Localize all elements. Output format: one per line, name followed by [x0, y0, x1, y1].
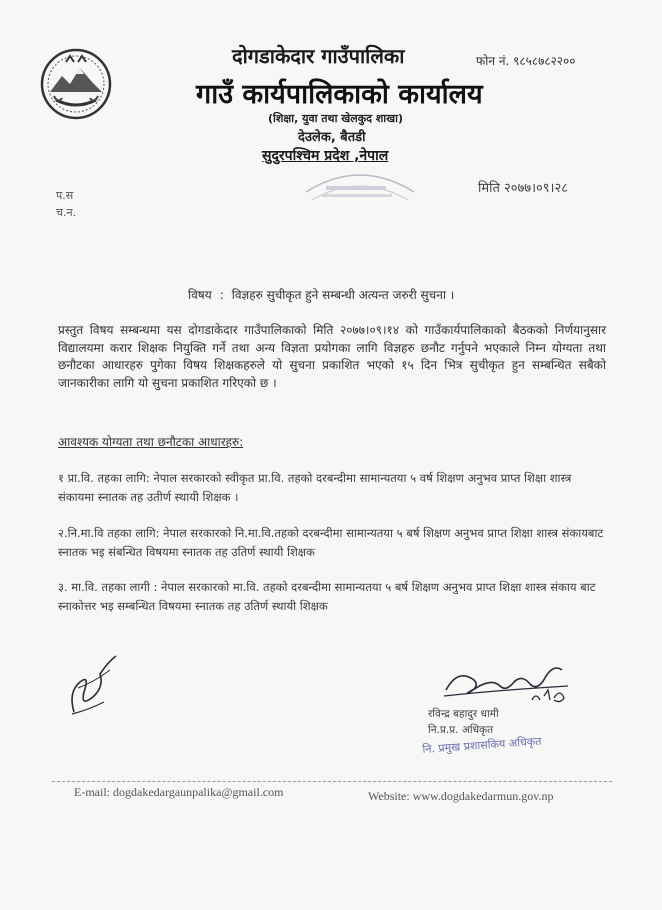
office-stamp-icon — [300, 162, 420, 212]
left-signature-icon — [64, 652, 122, 722]
reference-number: प.स — [56, 189, 74, 202]
subject-line — [188, 286, 454, 303]
footer-email: E-mail: dogdakedargaunpalika@gmail.com — [74, 785, 284, 799]
footer-divider — [52, 781, 612, 782]
dispatch-number: च.न. — [56, 206, 77, 219]
signatory-signature-icon — [440, 656, 580, 712]
office-province: सुदुरपश्चिम प्रदेश ,नेपाल — [262, 148, 389, 164]
qualification-item: १ प्रा.वि. तहका लागि: नेपाल सरकारको स्वीकृत प्रा.वि. तहको दरबन्दीमा सामान्यतया ५ वर्ष शिक्षण अनुभव प्राप्त शिक्षा शास्त्र संकायमा स्नातक तह उतीर्ण स्थायी शिक्षक । — [58, 471, 572, 504]
signatory-title: नि.प्र.प्र. अधिकृत — [428, 724, 494, 736]
nepal-emblem-icon — [36, 44, 116, 124]
phone-number: फोन नं. ९८५८७८२२०० — [476, 54, 576, 68]
qualifications-heading: आवश्यक योग्यता तथा छनौटका आधारहरु: — [58, 435, 244, 449]
subject-text: विज्ञहरु सुचीकृत हुने सम्बन्धी अत्यन्त जरुरी सुचना । — [231, 288, 455, 302]
municipality-name: दोगडाकेदार गाउँपालिका — [232, 44, 405, 68]
office-location: देउलेक, बैतडी — [298, 130, 366, 145]
footer-website: Website: www.dogdakedarmun.gov.np — [368, 789, 554, 803]
subject-separator: : — [219, 288, 224, 302]
office-title: गाउँ कार्यपालिकाको कार्यालय — [196, 79, 483, 110]
letter-date: मिति २०७७।०९।२८ — [478, 181, 568, 196]
signatory-stamp: नि. प्रमुख प्रशासकिय अधिकृत — [422, 734, 542, 756]
subject-label: विषय — [188, 288, 212, 302]
office-wing: (शिक्षा, युवा तथा खेलकुद शाखा) — [268, 112, 404, 125]
qualification-item: ३. मा.वि. तहका लागी : नेपाल सरकारको मा.वि. तहको दरबन्दीमा सामान्यतया ५ बर्ष शिक्षण अनुभव प्राप्त शिक्षा शास्त्र संकाय बाट स्नाकोत्तर भइ सम्बन्धित विषयमा स्नातक तह उतिर्ण स्थायी शिक्षक — [58, 580, 596, 613]
signatory-name: रविन्द्र बहादुर धामी — [428, 708, 499, 720]
qualification-item: २.नि.मा.वि तहका लागि: नेपाल सरकारको नि.मा.वि.तहको दरबन्दीमा सामान्यतया ५ बर्ष शिक्षण अनुभव प्राप्त शिक्षा शास्त्र संकायबाट स्नातक भइ संबन्धित विषयमा स्नातक तह उतिर्ण स्थायी शिक्षक — [58, 526, 604, 559]
body-paragraph: प्रस्तुत विषय सम्बन्धमा यस दोगडाकेदार गाउँपालिकाको मिति २०७७।०९।१४ को गाउँकार्यपालिकाको बैठकको निर्णयानुसार विद्यालयमा करार शिक्षक नियुक्ति गर्ने तथा अन्य विज्ञता प्रयोगका लागि विज्ञहरु छनौट गर्नुपने भएकाले निम्न योग्यता तथा छनौटका आधारहरु पुगेका विषय शिक्षकहरुले यो सुचना प्रकाशित भएको १५ दिन भित्र सुचीकृत हुन सम्बन्धित सबैको जानकारीका लागि यो सुचना प्रकाशित गरिएको छ । — [58, 323, 606, 390]
